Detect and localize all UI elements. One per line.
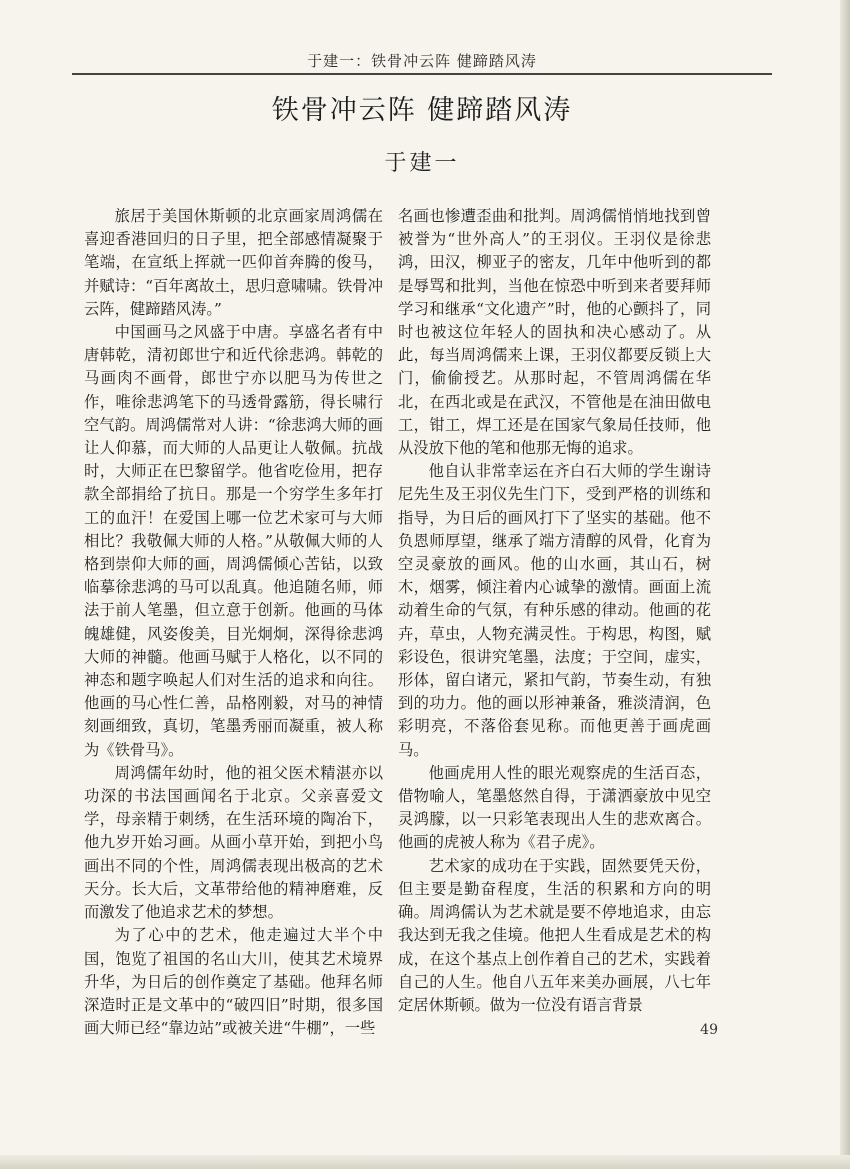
right-column (398, 205, 711, 1025)
article-author: 于建一 (384, 151, 460, 176)
left-column (84, 205, 383, 1038)
running-head: 于建一：铁骨冲云阵 健蹄踏风涛 (307, 52, 537, 70)
article-title: 铁骨冲云阵 健蹄踏风涛 (271, 95, 573, 126)
page-edge-shadow (840, 0, 850, 1169)
paragraph: 中国画马之风盛于中唐。享盛名者有中唐韩乾，清初郎世宁和近代徐悲鸿。韩乾的马画肉不画骨，郎世宁亦以肥马为传世之作，唯徐悲鸿笔下的马透骨露筋，得长啸行空气韵。周鸿儒常对人讲：“徐悲鸿大师的画让人仰慕，而大师的人品更让人敬佩。抗战时，大师正在巴黎留学。他省吃俭用，把存款全部捐给了抗日。那是一个穷学生多年打工的血汗！在爱国上哪一位艺术家可与大师相比？我敬佩大师的人格。”从敬佩大师的人格到崇仰大师的画，周鸿儒倾心苦钻，以致临摹徐悲鸿的马可以乱真。他追随名师，师法于前人笔墨，但立意于创新。他画的马体魄雄健，风姿俊美，目光炯炯，深得徐悲鸿大师的神髓。他画马赋于人格化，以不同的神态和题字唤起人们对生活的追求和向往。他画的马心性仁善，品格刚毅，对马的神情刻画细致，真切，笔墨秀丽而凝重，被人称为《铁骨马》。 (84, 323, 383, 759)
paragraph: 艺术家的成功在于实践，固然要凭天份，但主要是勤奋程度，生活的积累和方向的明确。周鸿儒认为艺术就是要不停地追求，由忘我达到无我之佳境。他把人生看成是艺术的构成，在这个基点上创作着自己的艺术，实践着自己的人生。他自八五年来美办画展，八七年定居休斯顿。做为一位没有语言背景 (398, 856, 711, 1014)
paragraph: 他画虎用人性的眼光观察虎的生活百态，借物喻人，笔墨悠然自得，于潇洒豪放中见空灵鸿朦，以一只彩笔表现出人生的悲欢离合。他画的虎被人称为《君子虎》。 (398, 763, 711, 852)
paragraph: 周鸿儒年幼时，他的祖父医术精湛亦以功深的书法国画闻名于北京。父亲喜爱文学，母亲精于刺绣，在生活环境的陶冶下，他九岁开始习画。从画小草开始，到把小鸟画出不同的个性，周鸿儒表现出极高的艺术天分。长大后，文革带给他的精神磨难，反而激发了他追求艺术的梦想。 (84, 763, 383, 922)
page-bottom-shadow (0, 1155, 850, 1169)
header-rule (72, 73, 772, 75)
page-number: 49 (700, 1022, 718, 1038)
paragraph: 他自认非常幸运在齐白石大师的学生谢诗尼先生及王羽仪先生门下，受到严格的训练和指导，为日后的画风打下了坚实的基础。他不负恩师厚望，继承了端方清醇的风骨，化育为空灵豪放的画风。他的山水画，其山石，树木，烟雾，倾注着内心诚挚的激情。画面上流动着生命的气氛，有种乐感的律动。他画的花卉，草虫，人物充满灵性。于构思，构图，赋彩设色，很讲究笔墨，法度；于空间，虚实，形体，留白诸元，紧扣气韵，节奏生动，有独到的功力。他的画以形神兼备，雅淡清润，色彩明亮，不落俗套见称。而他更善于画虎画马。 (398, 462, 711, 759)
paragraph: 旅居于美国休斯顿的北京画家周鸿儒在喜迎香港回归的日子里，把全部感情凝聚于笔端，在宣纸上挥就一匹仰首奔腾的俊马，并赋诗：“百年离故土，思归意啸啸。铁骨冲云阵，健蹄踏风涛。” (84, 207, 383, 318)
paragraph-continued: 名画也惨遭歪曲和批判。周鸿儒悄悄地找到曾被誉为“世外高人”的王羽仪。王羽仪是徐悲鸿，田汉，柳亚子的密友，几年中他听到的都是辱骂和批判，当他在惊恐中听到来者要拜师学习和继承“文化遗产”时，他的心颤抖了，同时也被这位年轻人的固执和决心感动了。从此，每当周鸿儒来上课，王羽仪都要反锁上大门，偷偷授艺。从那时起，不管周鸿儒在华北，在西北或是在武汉，不管他是在油田做电工，钳工，焊工还是在国家气象局任技师，他从没放下他的笔和他那无悔的追求。 (398, 207, 711, 458)
paragraph: 为了心中的艺术，他走遍过大半个中国，饱览了祖国的名山大川，使其艺术境界升华，为日后的创作奠定了基础。他拜名师深造时正是文革中的“破四旧”时期，很多国画大师已经“靠边站”或被关进“牛棚”，一些 (84, 926, 383, 1038)
